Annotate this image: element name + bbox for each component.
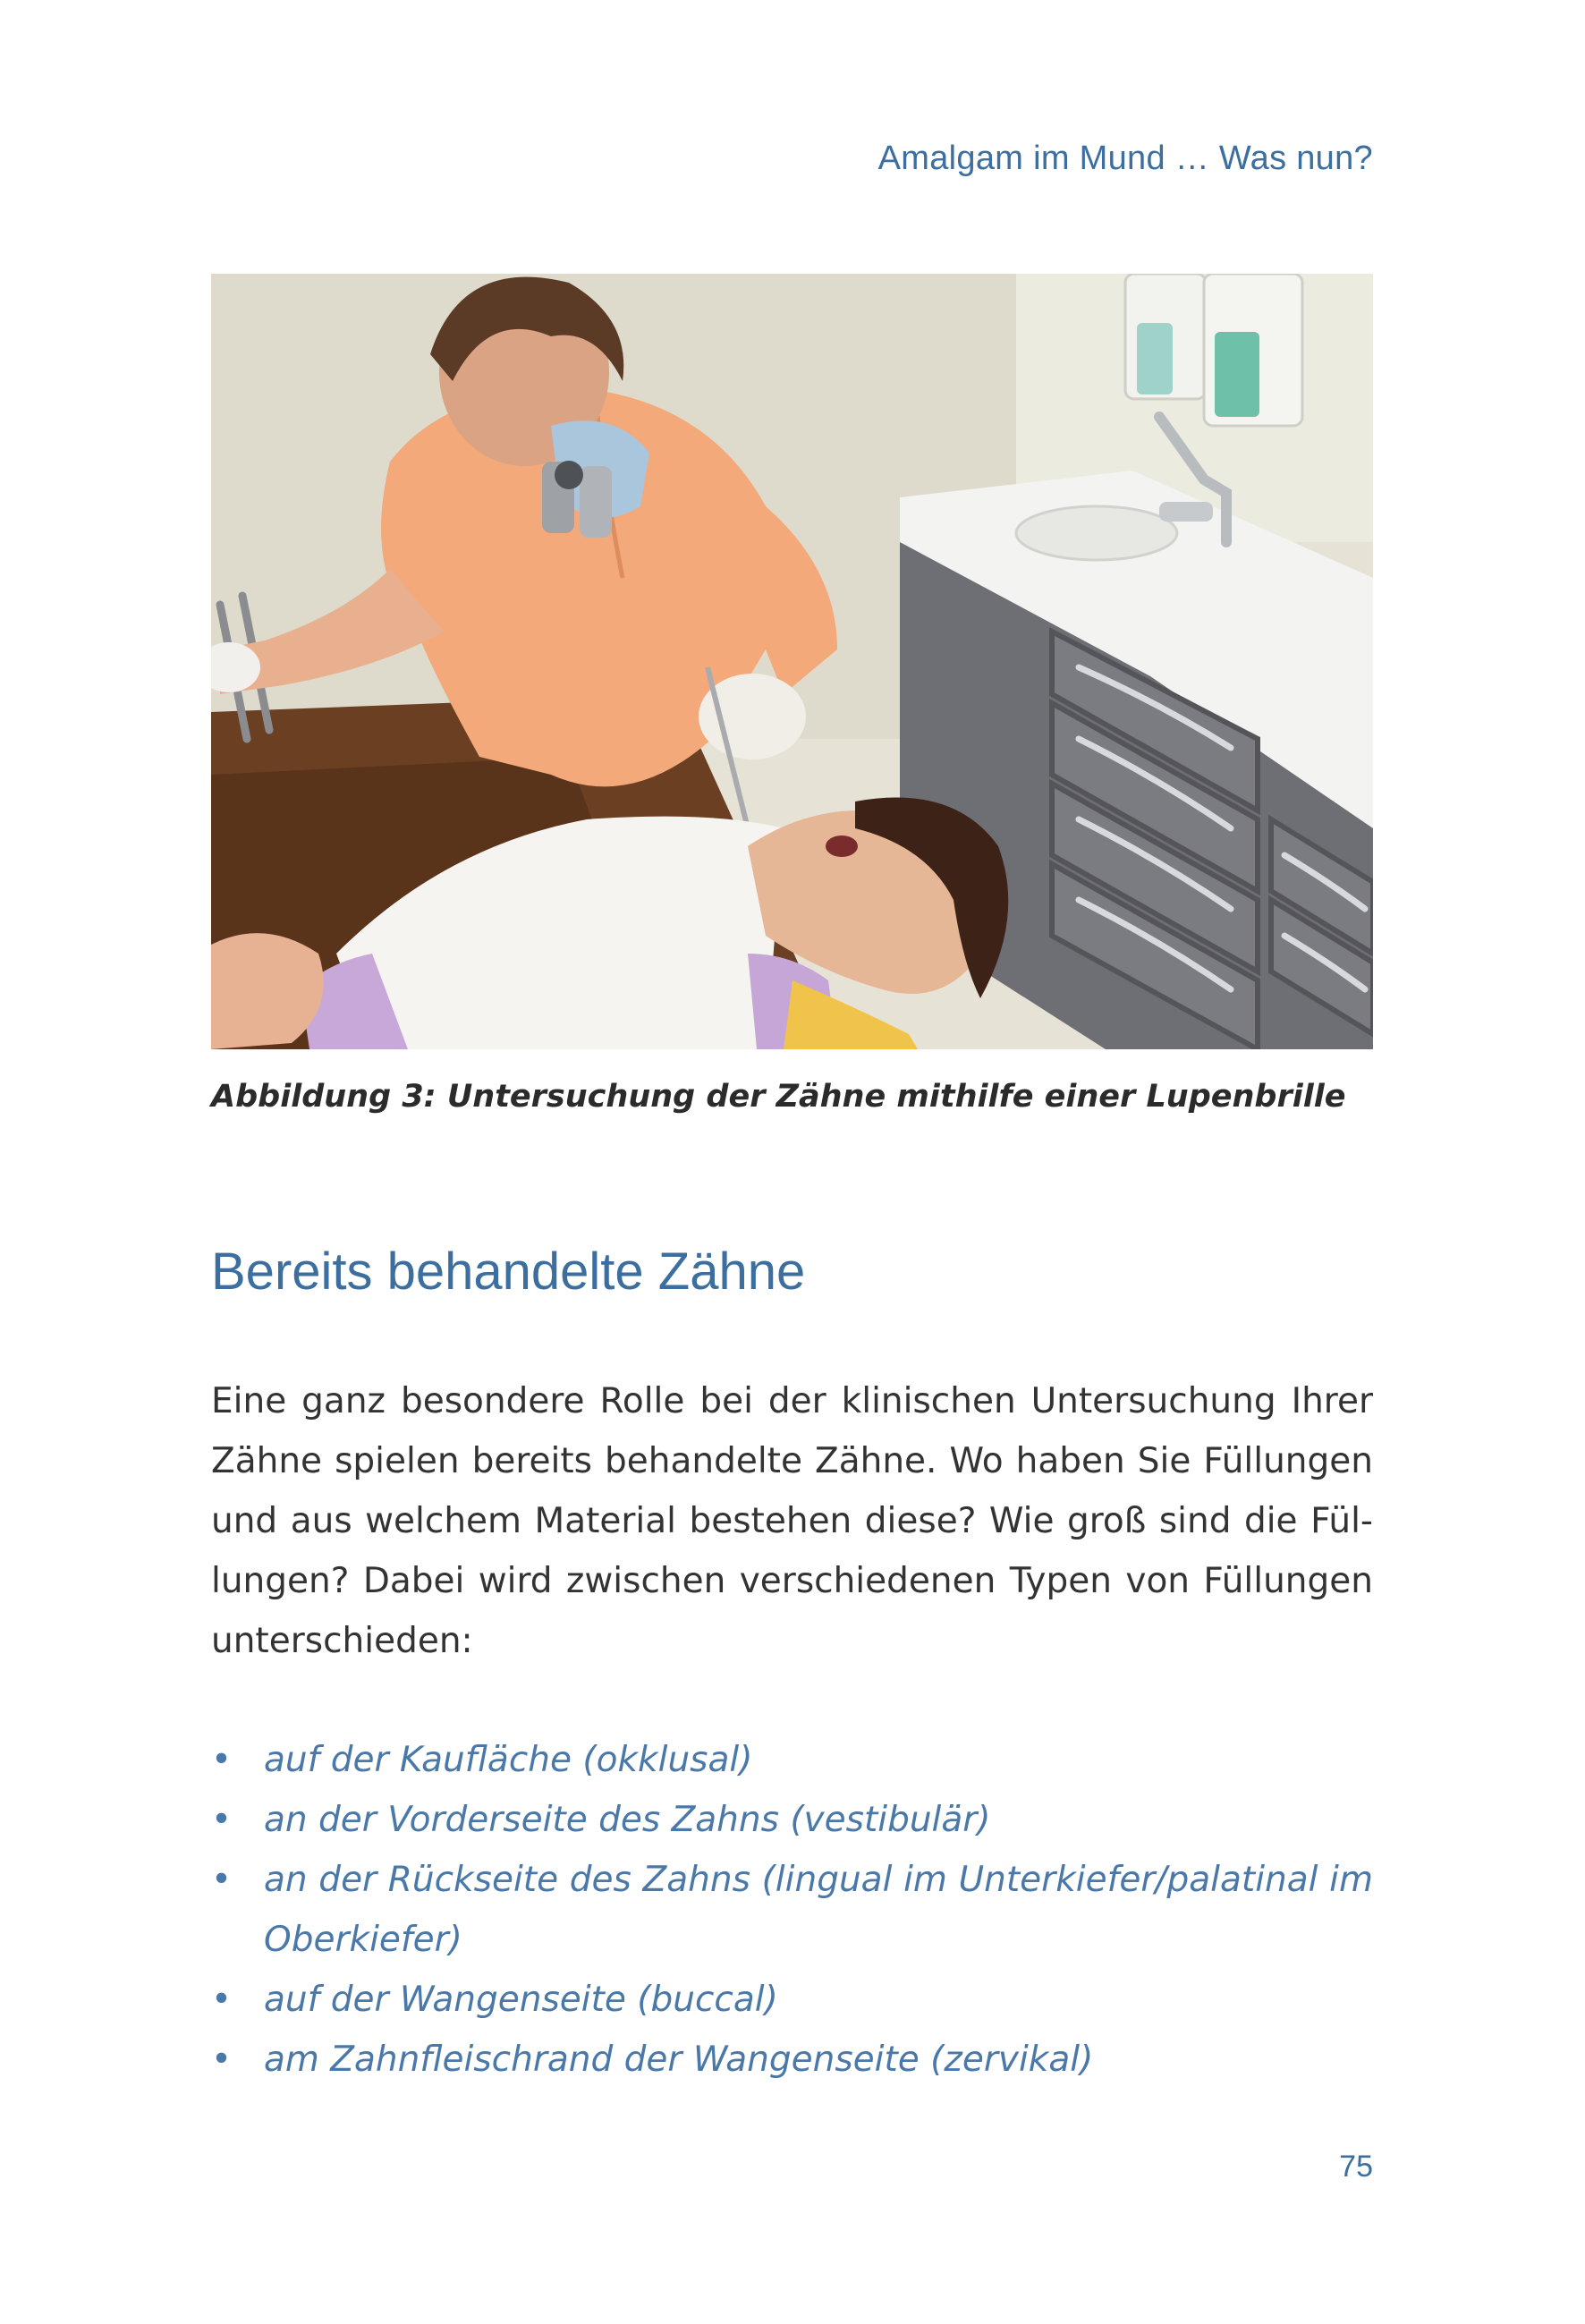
- figure-caption: Abbildung 3: Untersuchung der Zähne mithilfe einer Lupenbrille: [211, 1079, 1346, 1115]
- list-item: [211, 1730, 1373, 1790]
- body-paragraph: [211, 1371, 1373, 1671]
- section-heading: Bereits behandelte Zähne: [211, 1243, 806, 1301]
- list-item: [211, 1850, 1373, 1970]
- list-item: [211, 1970, 1373, 2030]
- list-item-text: am Zahnfleischrand der Wangenseite (zervikal): [264, 2040, 1094, 2080]
- bullet-icon: •: [211, 1800, 233, 1840]
- list-item: [211, 1790, 1373, 1850]
- bullet-icon: •: [211, 1980, 233, 2020]
- paragraph-line: und aus welchem Material bestehen diese? Wie groß sind die Fül-: [211, 1501, 1373, 1541]
- page-number: 75: [1339, 2150, 1373, 2184]
- filling-types-list: [211, 1730, 1373, 2090]
- paragraph-line: unterschieden:: [211, 1621, 473, 1661]
- list-item: [211, 2030, 1373, 2090]
- bullet-icon: •: [211, 2040, 233, 2080]
- list-item-text: auf der Kaufläche (okklusal): [264, 1740, 753, 1780]
- bullet-icon: •: [211, 1860, 233, 1900]
- bullet-icon: •: [211, 1740, 233, 1780]
- list-item-text: an der Vorderseite des Zahns (vestibulär): [264, 1800, 991, 1840]
- paragraph-line: Eine ganz besondere Rolle bei der klinischen Untersuchung Ihrer: [211, 1381, 1373, 1421]
- list-item-text: an der Rückseite des Zahns (lingual im Unterkiefer/palatinal im: [264, 1860, 1373, 1900]
- paragraph-line: lungen? Dabei wird zwischen verschiedenen Typen von Füllungen: [211, 1561, 1373, 1601]
- list-item-text: auf der Wangenseite (buccal): [264, 1980, 778, 2020]
- running-header-title: Amalgam im Mund … Was nun?: [877, 140, 1373, 177]
- list-item-text: Oberkiefer): [264, 1920, 462, 1960]
- paragraph-line: Zähne spielen bereits behandelte Zähne. Wo haben Sie Füllungen: [211, 1441, 1373, 1481]
- dental-exam-photo: [211, 274, 1373, 1049]
